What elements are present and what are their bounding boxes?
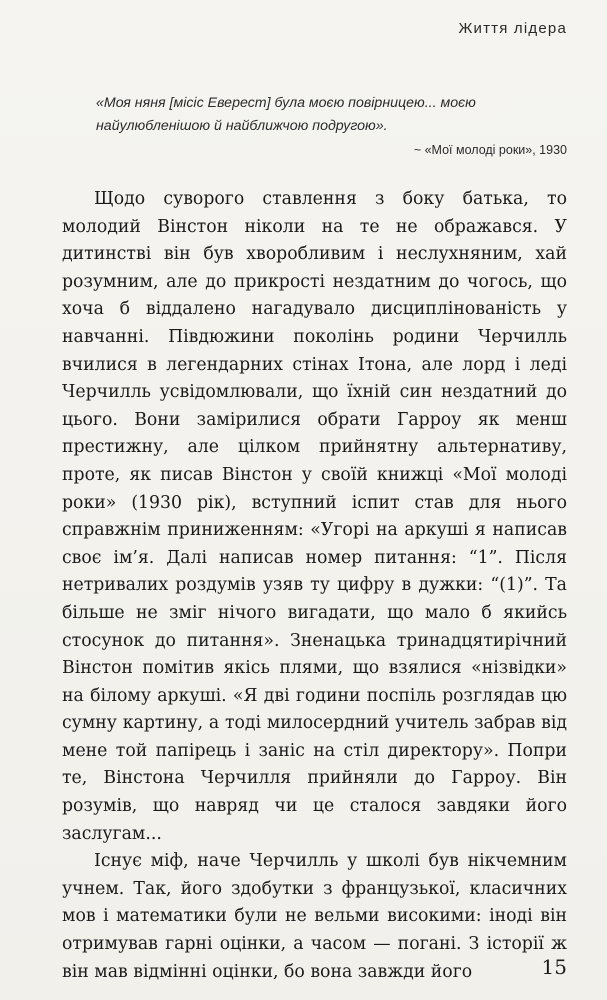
page-number: 15: [541, 955, 567, 979]
epigraph-source: ~ «Мої молоді роки», 1930: [413, 143, 567, 157]
paragraph-1: Щодо суворого ставлення з боку батька, то молодий Вінстон ніколи на те не ображався. У дитинстві він був хворобливим і неслухняним, хай розумним, але до прикрості нездатним до чогось, що хоча б віддалено нагадувало дисциплінованість у навчанні. Півдюжини поколінь родини Черчилль вчилися в легендарних стінах Ітона, але лорд і леді Черчилль усвідомлювали, що їхній син нездатний до цього. Вони замірилися обрати Гарроу як менш престижну, але цілком прийнятну альтернативу, проте, як писав Вінстон у своїй книжці «Мої молоді роки» (1930 рік), вступний іспит став для нього справжнім приниженням: «Угорі на аркуші я написав своє ім’я. Далі написав номер питання: “1”. Після нетривалих роздумів узяв ту цифру в дужки: “(1)”. Та більше не зміг нічого вигадати, що мало б якийсь стосунок до питання». Зненацька тринадцятирічний Вінстон помітив якісь плями, що взялися «нізвідки» на білому аркуші. «Я дві години поспіль розглядав цю сумну картину, а тоді милосердний учитель забрав від мене той папірець і заніс на стіл директору». Попри те, Вінстона Черчилля прийняли до Гарроу. Він розумів, що навряд чи це сталося завдяки його заслугам...: [62, 189, 567, 844]
epigraph-quote: «Моя няня [місіс Еверест] була моєю повірницею... моєю найулюбленішою й найближчою подругою».: [96, 95, 476, 134]
paragraph-2: Існує міф, наче Черчилль у школі був нікчемним учнем. Так, його здобутки з французької, класичних мов і математики були не вельми високими: іноді він отримував гарні оцінки, а часом — погані. З історії ж він мав відмінні оцінки, бо вона завжди його: [62, 851, 567, 982]
running-head: Життя лідера: [458, 20, 567, 37]
body-text: [62, 186, 567, 986]
